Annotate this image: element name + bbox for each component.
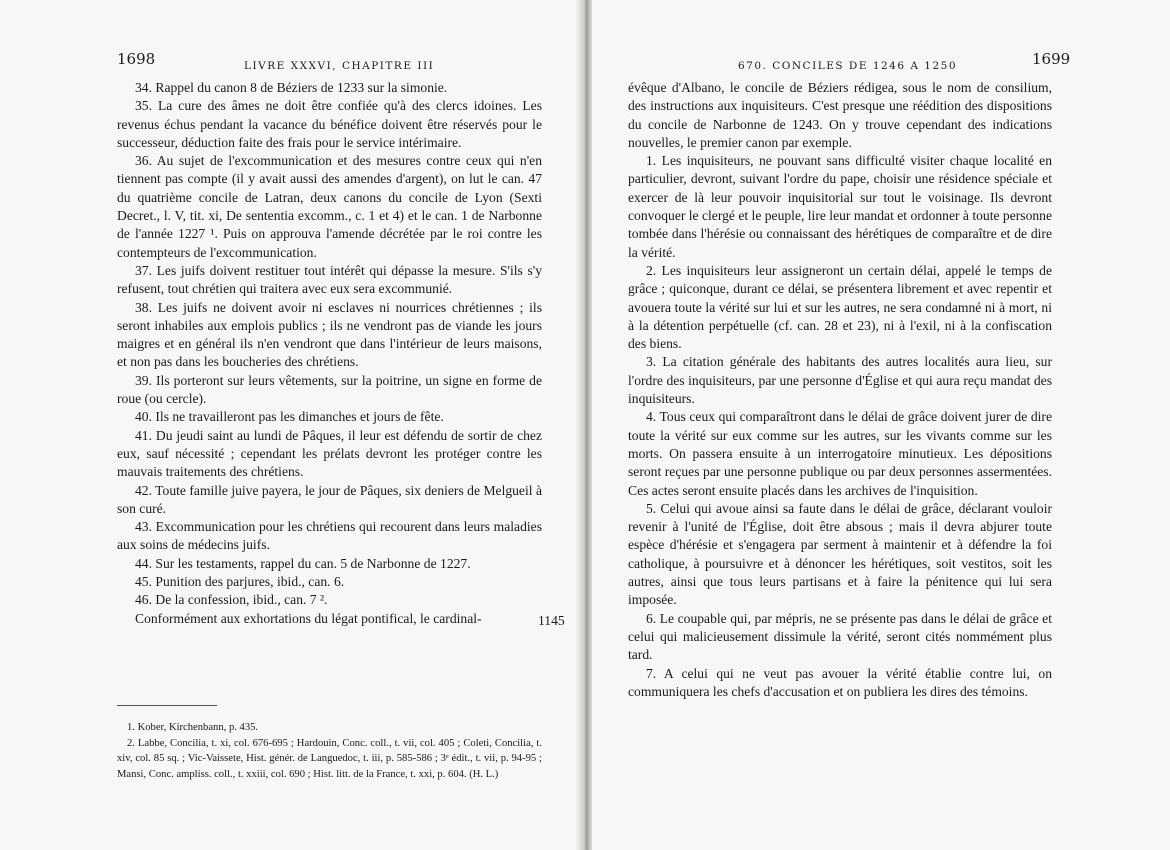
paragraph: 39. Ils porteront sur leurs vêtements, sur la poitrine, un signe en forme de roue (ou cercle).	[117, 372, 542, 407]
page-number: 1699	[1032, 50, 1071, 68]
paragraph: 36. Au sujet de l'excommunication et des mesures contre ceux qui n'en tiennent pas compte (il y avait aussi des amendes d'argent), on lut le can. 47 du quatrième concile de Latran, deux canons du concile de Lyon (Sexti Decret., l. V, tit. xi, De sententia excomm., c. 1 et 4) et le can. 1 de Narbonne de l'année 1227 ¹. Puis on approuva l'amende décrétée par le roi contre les contempteurs de l'excommunication.	[117, 153, 542, 260]
paragraph: 41. Du jeudi saint au lundi de Pâques, il leur est défendu de sortir de chez eux, sauf nécessité ; cependant les prélats devront les protéger contre les mauvais traitements des chrétiens.	[117, 427, 542, 480]
paragraph: 1. Les inquisiteurs, ne pouvant sans difficulté visiter chaque localité en particulier, devront, suivant l'ordre du pape, choisir une résidence spéciale et exercer de là leur pouvoir inquisitorial sur tout le voisinage. Ils devront convoquer le clergé et le peuple, lire leur mandat et ordonner à toute personne tombée dans l'hérésie ou connaissant des hérétiques de comparaître et de dire la vérité.	[628, 153, 1053, 260]
right-page	[592, 0, 1170, 850]
paragraph: 38. Les juifs ne doivent avoir ni esclaves ni nourrices chrétiennes ; ils seront inhabiles aux emplois publics ; ils ne vendront pas de viande les jours maigres et en général ils n'en vendront que dans l'intérieur de leurs maisons, et non pas dans les boucheries des chrétiens.	[117, 299, 542, 370]
paragraph: 2. Les inquisiteurs leur assigneront un certain délai, appelé le temps de grâce ; quiconque, durant ce délai, se présentera librement et avec repentir et avouera toute la vérité sur lui et sur les autres, ne sera condamné ni à mort, ni à la détention perpétuelle (cf. can. 28 et 23), ni à l'exil, ni à la confiscation des biens.	[628, 262, 1052, 352]
paragraph: évêque d'Albano, le concile de Béziers rédigea, sous le nom de consilium, des instructions aux inquisiteurs. C'est presque une réédition des dispositions du concile de Narbonne de 1243. On y trouve cependant des indications nouvelles, le premier canon par exemple.	[628, 80, 1052, 150]
paragraph: 35. La cure des âmes ne doit être confiée qu'à des clercs idoines. Les revenus échus pendant la vacance du bénéfice doivent être réservés pour le successeur, déduction faite des frais pour le service intérimaire.	[117, 98, 542, 150]
paragraph: 6. Le coupable qui, par mépris, ne se présente pas dans le délai de grâce et celui qui malicieusement dissimule la vérité, seront cités nommément plus tard.	[628, 610, 1052, 663]
paragraph: 46. De la confession, ibid., can. 7 ².	[135, 592, 328, 608]
paragraph: 7. A celui qui ne veut pas avouer la vérité établie contre lui, on communiquera les chefs d'accusation et on publiera les dires des témoins.	[628, 665, 1052, 699]
footnote-rule	[117, 705, 217, 706]
paragraph: 3. La citation générale des habitants des autres localités aura lieu, sur l'ordre des inquisiteurs, par une personne d'Église et qui aura reçu mandat des inquisiteurs.	[628, 354, 1052, 407]
paragraph: 34. Rappel du canon 8 de Béziers de 1233 sur la simonie.	[135, 80, 448, 95]
paragraph: 44. Sur les testaments, rappel du can. 5 de Narbonne de 1227.	[135, 555, 471, 571]
paragraph: Conformément aux exhortations du légat pontifical, le cardinal-	[135, 610, 482, 626]
paragraph: 45. Punition des parjures, ibid., can. 6.	[135, 574, 345, 590]
page-number: 1698	[117, 50, 156, 68]
paragraph: 5. Celui qui avoue ainsi sa faute dans le délai de grâce, déclarant vouloir revenir à l'unité de l'Église, doit être absous ; mais il devra abjurer toute espèce d'hérésie et s'engagera par serment à maintenir et à défendre la foi catholique, à poursuivre et à dénoncer les hérétiques, soit vestitos, soit les autres, ainsi que tous leurs partisans et à faire la pénitence qui lui sera imposée.	[628, 500, 1052, 608]
body-text	[628, 79, 1052, 701]
paragraph: 43. Excommunication pour les chrétiens qui recourent dans leurs maladies aux soins de médecins juifs.	[117, 519, 542, 553]
paragraph: 40. Ils ne travailleront pas les dimanches et jours de fête.	[135, 409, 444, 425]
footnote: 1. Kober, Kirchenbann, p. 435.	[127, 722, 259, 733]
footnotes	[117, 720, 542, 782]
margin-number: 1145	[538, 613, 565, 628]
left-page	[0, 0, 582, 850]
paragraph: 4. Tous ceux qui comparaîtront dans le délai de grâce doivent jurer de dire toute la vérité sur eux comme sur les autres, sur les vivants comme sur les morts. On passera ensuite à un interrogatoire minutieux. Les dépositions seront reçues par une personne publique ou par deux personnes assermentées. Ces actes seront ensuite placés dans les archives de l'inquisition.	[628, 409, 1052, 498]
paragraph: 37. Les juifs doivent restituer tout intérêt qui dépasse la mesure. S'ils s'y refusent, tout chrétien qui traitera avec eux sera excommunié.	[117, 262, 542, 297]
footnote: 2. Labbe, Concilia, t. xi, col. 676-695 ; Hardouin, Conc. coll., t. vii, col. 405 ; Coleti, Concilia, t. xiv, col. 85 sq. ; Vic-Vaissete, Hist. génér. de Languedoc, t. iii, p. 585-586 ; 3ᵉ édit., t. vii, p. 94-95 ; Mansi, Conc. ampliss. coll., t. xxiii, col. 690 ; Hist. litt. de la France, t. xxi, p. 604. (H. L.)	[117, 737, 542, 780]
running-head: 670. CONCILES DE 1246 A 1250	[738, 60, 958, 72]
body-text	[117, 79, 542, 628]
paragraph: 42. Toute famille juive payera, le jour de Pâques, six deniers de Melgueil à son curé.	[117, 482, 542, 516]
running-head: LIVRE XXXVI, CHAPITRE III	[244, 60, 435, 72]
